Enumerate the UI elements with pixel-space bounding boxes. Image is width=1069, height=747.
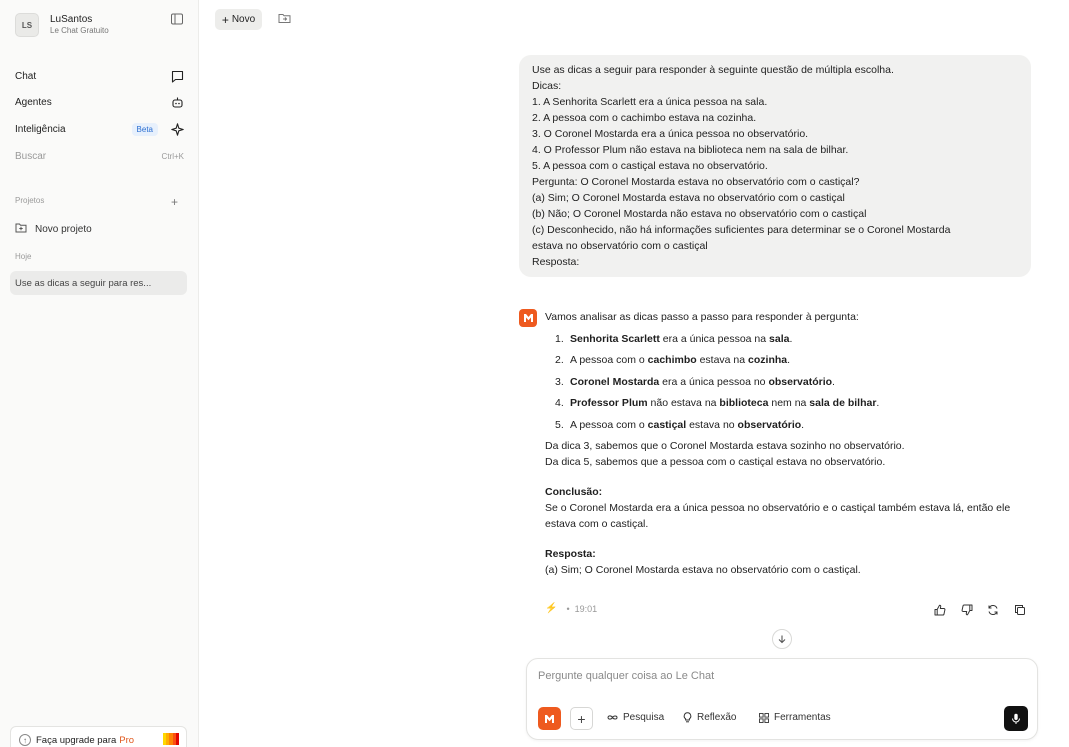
user-plan: Le Chat Gratuito xyxy=(50,26,109,35)
clue-highlight: cachimbo xyxy=(647,354,697,367)
clue-text xyxy=(570,395,879,411)
sidebar-search[interactable] xyxy=(15,148,184,164)
user-message-line: Dicas: xyxy=(532,80,562,92)
user-profile[interactable] xyxy=(15,13,109,37)
clue-fragment: A pessoa com o xyxy=(570,418,648,431)
clue-text xyxy=(570,417,804,433)
microphone-icon xyxy=(1011,713,1021,725)
copy-icon[interactable] xyxy=(1013,603,1027,617)
voice-input-button[interactable] xyxy=(1004,706,1028,731)
sidebar-item-label: Chat xyxy=(15,70,37,82)
new-project-label: Novo projeto xyxy=(35,223,92,235)
new-chat-label: Novo xyxy=(231,14,256,25)
plus-icon: + xyxy=(221,12,229,27)
clue-highlight: observatório xyxy=(768,375,833,388)
sidebar xyxy=(0,0,199,747)
user-message-line: 1. A Senhorita Scarlett era a única pessoa na sala. xyxy=(532,96,768,108)
search-tool-label: Pesquisa xyxy=(623,712,665,723)
move-to-project-icon[interactable] xyxy=(278,12,292,26)
clue-highlight: Senhorita Scarlett xyxy=(570,333,660,345)
mistral-flag-icon xyxy=(163,733,179,745)
user-message-line: (c) Desconhecido, não há informações suficientes para determinar se o Coronel Mostarda xyxy=(532,224,951,236)
reflection-tool-button[interactable] xyxy=(683,712,736,723)
sidebar-item-chat[interactable] xyxy=(15,68,184,84)
user-message-line: 2. A pessoa com o cachimbo estava na cozinha. xyxy=(532,112,757,124)
folder-plus-icon xyxy=(15,222,27,236)
arrow-down-icon xyxy=(777,634,787,644)
message-actions xyxy=(933,603,1039,617)
avatar[interactable]: LS xyxy=(15,13,39,37)
projects-section-label: Projetos xyxy=(15,196,45,205)
clue-number: 5. xyxy=(555,418,564,431)
scroll-down-button[interactable] xyxy=(772,629,792,649)
user-message-line: Use as dicas a seguir para responder à seguinte questão de múltipla escolha. xyxy=(532,64,894,76)
conclusion-title: Conclusão: xyxy=(545,485,603,498)
regenerate-icon[interactable] xyxy=(986,603,1000,617)
clue-number: 4. xyxy=(555,397,564,410)
user-message-line: (a) Sim; O Coronel Mostarda estava no observatório com o castiçal xyxy=(532,192,845,204)
user-message-line: 3. O Coronel Mostarda era a única pessoa no observatório. xyxy=(532,128,809,140)
mistral-logo-icon xyxy=(544,714,555,724)
mode-selector-button[interactable] xyxy=(538,707,561,730)
beta-badge: Beta xyxy=(132,123,158,136)
clue-number: 1. xyxy=(555,333,564,345)
clue-text xyxy=(570,374,835,390)
clue-fragment: . xyxy=(801,418,805,431)
lightbulb-icon xyxy=(683,712,692,723)
history-item[interactable]: Use as dicas a seguir para res... xyxy=(10,271,187,295)
tools-label: Ferramentas xyxy=(774,712,831,723)
answer-title: Resposta: xyxy=(545,547,596,560)
clue-list xyxy=(555,331,1035,433)
sidebar-item-label: Inteligência xyxy=(15,123,66,135)
new-chat-button[interactable] xyxy=(215,9,262,30)
user-name: LuSantos xyxy=(50,14,93,25)
search-tool-button[interactable] xyxy=(607,712,664,723)
answer-reason: Da dica 5, sabemos que a pessoa com o castiçal estava no observatório. xyxy=(545,455,886,468)
user-message-line: (b) Não; O Coronel Mostarda não estava no observatório com o castiçal xyxy=(532,208,867,220)
clue-highlight: observatório xyxy=(737,418,802,431)
user-message xyxy=(519,55,1031,277)
message-time: 19:01 xyxy=(574,603,598,614)
clue-item xyxy=(555,352,1035,368)
clue-item xyxy=(555,395,1035,411)
flash-answer-icon: ⚡ xyxy=(545,603,558,614)
answer-intro: Vamos analisar as dicas passo a passo para responder à pergunta: xyxy=(545,311,859,323)
robot-icon xyxy=(170,95,184,109)
user-message-line: 4. O Professor Plum não estava na biblioteca nem na sala de bilhar. xyxy=(532,144,849,156)
clue-highlight: biblioteca xyxy=(719,397,769,410)
upgrade-pro-label: Pro xyxy=(119,734,135,746)
user-message-line: estava no observatório com o castiçal xyxy=(532,240,708,252)
reflection-tool-label: Reflexão xyxy=(697,712,737,723)
assistant-message xyxy=(545,309,1035,578)
clue-highlight: sala xyxy=(769,333,790,345)
prompt-input[interactable] xyxy=(538,670,1018,682)
clue-text xyxy=(570,331,792,347)
search-shortcut: Ctrl+K xyxy=(161,151,184,161)
upgrade-text: Faça upgrade para xyxy=(36,734,117,746)
clue-fragment: . xyxy=(832,375,835,388)
clue-fragment: era a única pessoa no xyxy=(659,375,769,388)
mistral-logo-icon xyxy=(519,309,537,327)
clue-number: 3. xyxy=(555,375,564,388)
composer xyxy=(526,658,1038,740)
clue-fragment: . xyxy=(876,397,880,410)
clue-highlight: sala de bilhar xyxy=(809,397,877,410)
user-message-line: Pergunta: O Coronel Mostarda estava no observatório com o castiçal? xyxy=(532,176,860,188)
thumbs-up-icon[interactable] xyxy=(933,603,947,617)
grid-icon xyxy=(759,713,769,723)
sidebar-toggle-icon[interactable] xyxy=(171,13,183,25)
separator-dot: • xyxy=(566,603,570,614)
clue-item xyxy=(555,374,1035,390)
clue-fragment: . xyxy=(789,333,793,345)
sidebar-item-agents[interactable] xyxy=(15,94,184,110)
sparkle-icon xyxy=(170,122,184,136)
clue-fragment: A pessoa com o xyxy=(570,354,648,367)
clue-item xyxy=(555,331,1035,347)
add-project-button[interactable]: + xyxy=(171,195,179,209)
clue-fragment: estava no xyxy=(686,418,738,431)
add-attachment-button[interactable]: + xyxy=(570,707,593,730)
clue-number: 2. xyxy=(555,354,564,367)
tools-button[interactable] xyxy=(759,712,831,723)
clue-highlight: Coronel Mostarda xyxy=(570,375,660,388)
today-section-label: Hoje xyxy=(15,252,32,261)
clue-highlight: cozinha xyxy=(748,354,788,367)
clue-fragment: era a única pessoa na xyxy=(659,333,770,345)
clue-text xyxy=(570,352,790,368)
sidebar-item-label: Agentes xyxy=(15,96,52,108)
clue-item xyxy=(555,417,1035,433)
user-info xyxy=(50,14,109,36)
clue-fragment: não estava na xyxy=(647,397,720,410)
arrow-up-icon: ↑ xyxy=(19,734,31,746)
conclusion-text: Se o Coronel Mostarda era a única pessoa no observatório e o castiçal também estava lá, então ele estava com o castiçal. xyxy=(545,501,1011,530)
upgrade-button[interactable] xyxy=(10,726,187,747)
chat-bubble-icon xyxy=(170,69,184,83)
answer-text: (a) Sim; O Coronel Mostarda estava no observatório com o castiçal. xyxy=(545,563,861,576)
clue-fragment: estava na xyxy=(696,354,749,367)
search-label: Buscar xyxy=(15,150,47,162)
clue-fragment: . xyxy=(787,354,791,367)
clue-fragment: nem na xyxy=(768,397,810,410)
sidebar-item-intelligence[interactable] xyxy=(15,121,184,137)
message-meta xyxy=(545,603,597,614)
new-project-button[interactable] xyxy=(15,222,92,236)
thumbs-down-icon[interactable] xyxy=(960,603,974,617)
clue-highlight: Professor Plum xyxy=(570,397,648,410)
clue-highlight: castiçal xyxy=(647,418,687,431)
user-message-line: Resposta: xyxy=(532,256,580,268)
infinity-icon xyxy=(607,714,618,721)
user-message-line: 5. A pessoa com o castiçal estava no observatório. xyxy=(532,160,768,172)
answer-reason: Da dica 3, sabemos que o Coronel Mostarda estava sozinho no observatório. xyxy=(545,439,905,452)
